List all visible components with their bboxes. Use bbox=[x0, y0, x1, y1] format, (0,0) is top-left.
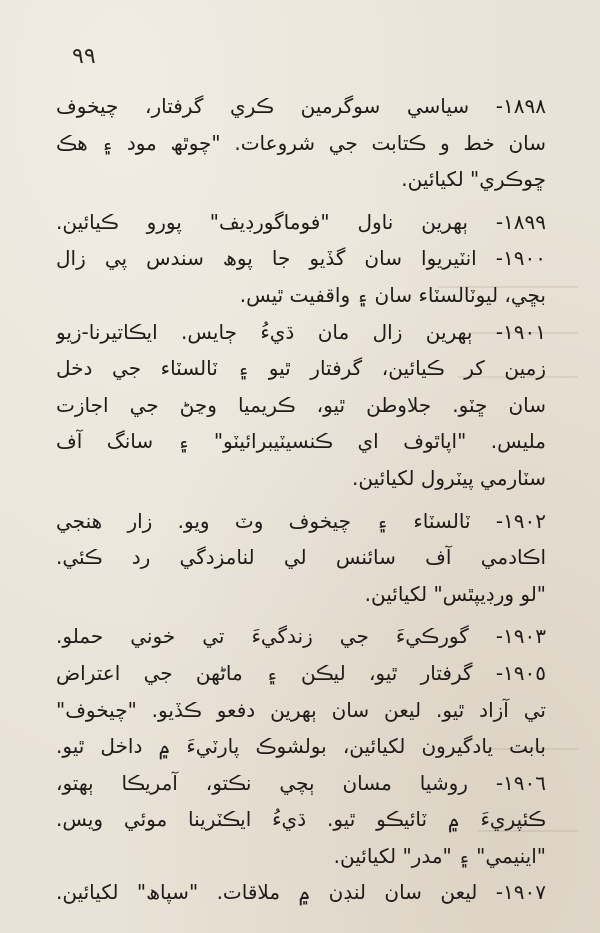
text-line: سان خط و ڪتابت جي شروعات. "چوٿھ مود ۽ ھڪ bbox=[56, 130, 546, 155]
text-line: ١٩٠٧- ليعن سان لنڊن ۾ ملاقات. "سپاھ" لکيائين. bbox=[56, 880, 546, 905]
text-line: ١٩٠٥- گرفتار ٿيو، ليڪن ۽ ماڻھن جي اعتراض bbox=[56, 660, 546, 685]
page-number: ٩٩ bbox=[72, 44, 96, 69]
text-line: "لو ورڊيپٿس" لکيائين. bbox=[364, 581, 546, 606]
text-line: بابت يادگيرون لکيائين، بولشوڪ پارٽيءَ ۾ داخل ٿيو. bbox=[56, 734, 546, 759]
text-line: سان ڇٽو. جلاوطن ٿيو، ڪريميا وڃڻ جي اجازت bbox=[56, 392, 546, 417]
text-line: ڇوڪري" لکيائين. bbox=[401, 167, 546, 192]
text-line: سٽارمي پيٽرول لکيائين. bbox=[352, 465, 546, 490]
text-line: ١٨٩٩- ٻھرين ناول "فوماگورڊيف" پورو ڪيائين. bbox=[56, 209, 546, 234]
text-line: بڇي، ليوٽالسٽاء سان ۽ واقفيت ٿيس. bbox=[239, 282, 546, 307]
text-line: ١٩٠١- ٻھرين زال مان ڌيءُ ڄايس. ايڪاتيرنا-زيو bbox=[56, 319, 546, 344]
text-line: ١٩٠٣- گورڪيءَ جي زندگيءَ تي خوني حملو. bbox=[56, 624, 546, 649]
text-line: ڪئپريءَ ۾ ٽائيڪو ٿيو. ڌيءُ ايڪٽرينا موئي ويس. bbox=[56, 807, 546, 832]
text-line: اڪادمي آف سائنس لي لنامزدگي رد ڪئي. bbox=[56, 545, 546, 570]
body-text bbox=[56, 88, 546, 911]
text-line: ١٩٠٦- روشيا مسان ٻچي نڪتو، آمريڪا ٻھتو، bbox=[56, 770, 546, 795]
text-line: ١٩٠٠- انٽيريوا سان گڏيو جا پوھ سندس پي زال bbox=[56, 246, 546, 271]
text-line: مليس. "اپاٿوف اي ڪنسيٽيبرائيٽو" ۽ سانگ آف bbox=[56, 429, 546, 454]
text-line: زمين کر ڪيائين، گرفتار ٿيو ۽ ٽالسٽاء جي دخل bbox=[56, 356, 546, 381]
text-line: ١٩٠٢- ٽالسٽاء ۽ چيخوف وٽ ويو. زار ھنجي bbox=[56, 508, 546, 533]
text-line: ١٨٩٨- سياسي سوگرمين ڪري گرفتار، چيخوف bbox=[56, 94, 546, 118]
text-line: "اينيمي" ۽ "مدر" لکيائين. bbox=[333, 843, 546, 868]
text-line: تي آزاد ٿيو. ليعن سان ٻھرين دفعو ڪڏيو. "چيخوف" bbox=[56, 697, 546, 722]
